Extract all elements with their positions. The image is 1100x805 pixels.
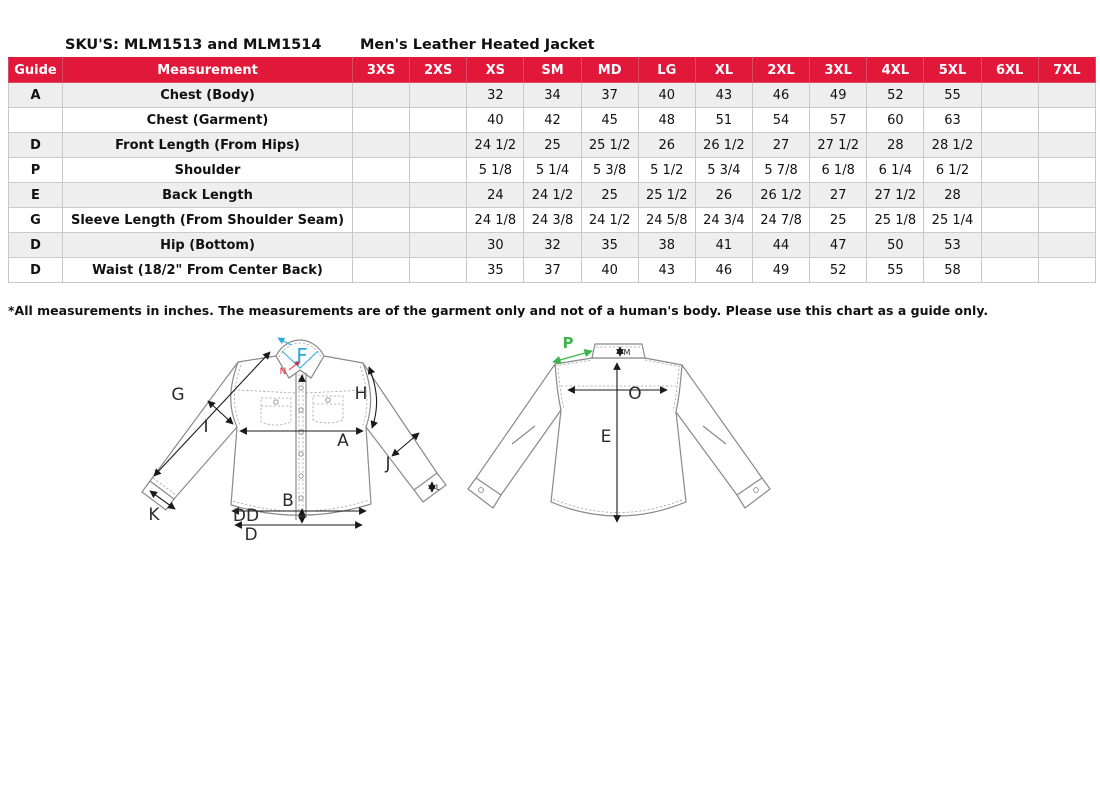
value-cell: 25 1/8 xyxy=(867,208,924,233)
value-cell xyxy=(410,258,467,283)
value-cell: 6 1/4 xyxy=(867,158,924,183)
value-cell xyxy=(353,158,410,183)
value-cell: 40 xyxy=(467,108,524,133)
value-cell: 49 xyxy=(810,83,867,108)
value-cell xyxy=(1038,258,1095,283)
value-cell: 24 3/4 xyxy=(695,208,752,233)
value-cell: 35 xyxy=(581,233,638,258)
measurement-cell: Waist (18/2" From Center Back) xyxy=(63,258,353,283)
value-cell: 26 1/2 xyxy=(695,133,752,158)
value-cell: 25 xyxy=(810,208,867,233)
size-chart-header xyxy=(9,58,1096,83)
value-cell: 25 xyxy=(581,183,638,208)
value-cell: 25 1/2 xyxy=(581,133,638,158)
value-cell: 37 xyxy=(524,258,581,283)
value-cell: 35 xyxy=(467,258,524,283)
value-cell: 60 xyxy=(867,108,924,133)
back-label-shoulder-p: P xyxy=(562,334,574,352)
value-cell: 34 xyxy=(524,83,581,108)
measurement-cell: Chest (Garment) xyxy=(63,108,353,133)
value-cell: 24 xyxy=(467,183,524,208)
value-cell xyxy=(981,233,1038,258)
value-cell xyxy=(353,133,410,158)
guide-cell: E xyxy=(9,183,63,208)
measurement-cell: Chest (Body) xyxy=(63,83,353,108)
column-header-xl: XL xyxy=(695,58,752,83)
column-header-4xl: 4XL xyxy=(867,58,924,83)
front-label-bottom-d: D xyxy=(244,525,258,545)
front-label-collar-f: F xyxy=(296,344,308,368)
measurement-cell: Hip (Bottom) xyxy=(63,233,353,258)
value-cell: 43 xyxy=(695,83,752,108)
value-cell xyxy=(410,83,467,108)
front-label-hem-dd: DD xyxy=(232,506,260,526)
value-cell: 40 xyxy=(638,83,695,108)
column-header-lg: LG xyxy=(638,58,695,83)
value-cell: 58 xyxy=(924,258,981,283)
size-chart-head-row xyxy=(9,58,1096,83)
value-cell xyxy=(1038,183,1095,208)
column-header-measurement: Measurement xyxy=(63,58,353,83)
value-cell: 57 xyxy=(810,108,867,133)
value-cell: 5 3/8 xyxy=(581,158,638,183)
value-cell: 38 xyxy=(638,233,695,258)
value-cell: 24 7/8 xyxy=(752,208,809,233)
value-cell: 54 xyxy=(752,108,809,133)
measurement-cell: Sleeve Length (From Shoulder Seam) xyxy=(63,208,353,233)
value-cell xyxy=(981,183,1038,208)
value-cell: 32 xyxy=(467,83,524,108)
jacket-back-outline xyxy=(468,344,770,516)
back-label-collar-m: M xyxy=(623,348,631,357)
value-cell: 55 xyxy=(924,83,981,108)
value-cell: 32 xyxy=(524,233,581,258)
value-cell: 27 xyxy=(810,183,867,208)
value-cell xyxy=(981,208,1038,233)
value-cell: 51 xyxy=(695,108,752,133)
value-cell xyxy=(1038,108,1095,133)
table-row xyxy=(9,183,1096,208)
value-cell: 40 xyxy=(581,258,638,283)
value-cell: 47 xyxy=(810,233,867,258)
size-chart-table xyxy=(8,57,1096,283)
table-row xyxy=(9,108,1096,133)
value-cell: 5 3/4 xyxy=(695,158,752,183)
value-cell: 44 xyxy=(752,233,809,258)
value-cell: 41 xyxy=(695,233,752,258)
value-cell: 24 1/2 xyxy=(524,183,581,208)
value-cell: 30 xyxy=(467,233,524,258)
table-row xyxy=(9,133,1096,158)
value-cell xyxy=(981,158,1038,183)
jacket-back-diagram xyxy=(455,332,790,572)
column-header-3xl: 3XL xyxy=(810,58,867,83)
front-label-armhole-i: I xyxy=(203,417,209,437)
table-row xyxy=(9,83,1096,108)
column-header-xs: XS xyxy=(467,58,524,83)
sku-title: SKU'S: MLM1513 and MLM1514 xyxy=(65,37,322,53)
guide-cell: P xyxy=(9,158,63,183)
value-cell: 25 xyxy=(524,133,581,158)
front-label-cuff-k: K xyxy=(148,505,160,525)
value-cell: 26 1/2 xyxy=(752,183,809,208)
column-header-3xs: 3XS xyxy=(353,58,410,83)
column-header-6xl: 6XL xyxy=(981,58,1038,83)
value-cell xyxy=(353,83,410,108)
value-cell: 25 1/4 xyxy=(924,208,981,233)
front-label-center-b: B xyxy=(282,491,294,511)
table-row xyxy=(9,158,1096,183)
value-cell: 25 1/2 xyxy=(638,183,695,208)
value-cell: 63 xyxy=(924,108,981,133)
value-cell: 5 1/4 xyxy=(524,158,581,183)
measurement-cell: Shoulder xyxy=(63,158,353,183)
value-cell: 5 1/2 xyxy=(638,158,695,183)
value-cell xyxy=(410,233,467,258)
value-cell: 49 xyxy=(752,258,809,283)
value-cell: 52 xyxy=(867,83,924,108)
table-row xyxy=(9,258,1096,283)
value-cell: 28 1/2 xyxy=(924,133,981,158)
guide-cell xyxy=(9,108,63,133)
value-cell: 24 5/8 xyxy=(638,208,695,233)
value-cell: 46 xyxy=(752,83,809,108)
value-cell: 27 1/2 xyxy=(810,133,867,158)
value-cell: 27 xyxy=(752,133,809,158)
value-cell xyxy=(353,258,410,283)
value-cell: 6 1/2 xyxy=(924,158,981,183)
jacket-front-outline xyxy=(142,340,446,520)
value-cell: 52 xyxy=(810,258,867,283)
front-label-chest-a: A xyxy=(337,431,349,451)
value-cell xyxy=(353,108,410,133)
value-cell: 6 1/8 xyxy=(810,158,867,183)
back-label-length-e: E xyxy=(600,427,612,447)
value-cell xyxy=(353,233,410,258)
column-header-7xl: 7XL xyxy=(1038,58,1095,83)
value-cell xyxy=(353,208,410,233)
value-cell: 28 xyxy=(867,133,924,158)
table-row xyxy=(9,233,1096,258)
value-cell: 26 xyxy=(638,133,695,158)
jacket-front-diagram xyxy=(130,332,470,572)
guide-cell: D xyxy=(9,258,63,283)
column-header-sm: SM xyxy=(524,58,581,83)
value-cell xyxy=(410,183,467,208)
front-label-forearm-j: J xyxy=(385,454,391,474)
value-cell: 24 1/8 xyxy=(467,208,524,233)
value-cell xyxy=(1038,233,1095,258)
guide-cell: D xyxy=(9,133,63,158)
value-cell: 24 1/2 xyxy=(467,133,524,158)
size-chart-body xyxy=(9,83,1096,283)
column-header-guide: Guide xyxy=(9,58,63,83)
value-cell: 28 xyxy=(924,183,981,208)
value-cell xyxy=(981,258,1038,283)
guide-cell: D xyxy=(9,233,63,258)
value-cell: 50 xyxy=(867,233,924,258)
guide-cell: A xyxy=(9,83,63,108)
front-label-cuff-l: L xyxy=(435,483,441,492)
value-cell: 24 1/2 xyxy=(581,208,638,233)
value-cell xyxy=(981,83,1038,108)
value-cell xyxy=(981,133,1038,158)
measurements-footnote: *All measurements in inches. The measurements are of the garment only and not of a human's body. Please use this chart as a guide only. xyxy=(8,303,989,318)
value-cell: 43 xyxy=(638,258,695,283)
value-cell xyxy=(410,133,467,158)
value-cell: 45 xyxy=(581,108,638,133)
value-cell xyxy=(410,208,467,233)
column-header-5xl: 5XL xyxy=(924,58,981,83)
value-cell xyxy=(410,158,467,183)
value-cell xyxy=(410,108,467,133)
front-label-neck-n: N xyxy=(279,367,287,377)
value-cell: 5 7/8 xyxy=(752,158,809,183)
value-cell: 42 xyxy=(524,108,581,133)
value-cell xyxy=(1038,83,1095,108)
table-row xyxy=(9,208,1096,233)
value-cell xyxy=(1038,208,1095,233)
value-cell: 27 1/2 xyxy=(867,183,924,208)
value-cell xyxy=(353,183,410,208)
product-title: Men's Leather Heated Jacket xyxy=(360,37,595,53)
column-header-2xs: 2XS xyxy=(410,58,467,83)
measurement-cell: Front Length (From Hips) xyxy=(63,133,353,158)
value-cell xyxy=(981,108,1038,133)
value-cell: 26 xyxy=(695,183,752,208)
column-header-2xl: 2XL xyxy=(752,58,809,83)
value-cell: 55 xyxy=(867,258,924,283)
value-cell: 37 xyxy=(581,83,638,108)
front-label-sleeve-g: G xyxy=(171,385,185,405)
guide-cell: G xyxy=(9,208,63,233)
value-cell: 46 xyxy=(695,258,752,283)
value-cell: 5 1/8 xyxy=(467,158,524,183)
value-cell: 48 xyxy=(638,108,695,133)
back-label-width-o: O xyxy=(628,384,642,404)
measurement-cell: Back Length xyxy=(63,183,353,208)
value-cell xyxy=(1038,133,1095,158)
value-cell xyxy=(1038,158,1095,183)
value-cell: 53 xyxy=(924,233,981,258)
column-header-md: MD xyxy=(581,58,638,83)
value-cell: 24 3/8 xyxy=(524,208,581,233)
front-label-armhole-h: H xyxy=(354,384,368,404)
